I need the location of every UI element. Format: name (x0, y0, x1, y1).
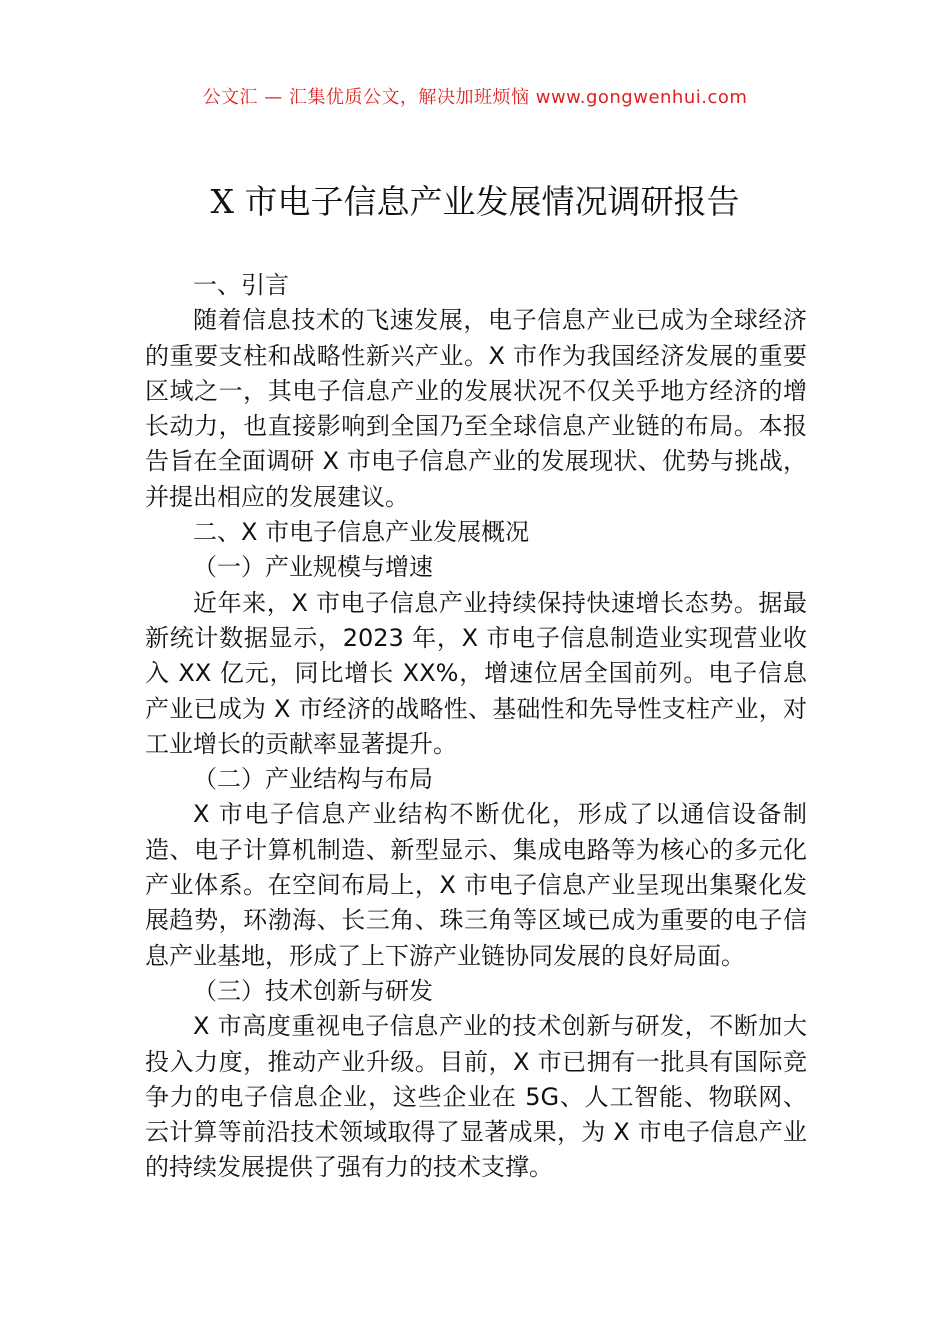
paragraph-intro: 随着信息技术的飞速发展，电子信息产业已成为全球经济的重要支柱和战略性新兴产业。X 市作为我国经济发展的重要区域之一，其电子信息产业的发展状况不仅关乎地方经济的增长动力，也直接影响到全国乃至全球信息产业链的布局。本报告旨在全面调研 X 市电子信息产业的发展现状、优势与挑战，并提出相应的发展建议。 (145, 306, 807, 511)
document-title: X 市电子信息产业发展情况调研报告 (210, 182, 740, 221)
paragraph-structure: X 市电子信息产业结构不断优化，形成了以通信设备制造、电子计算机制造、新型显示、集成电路等为核心的多元化产业体系。在空间布局上，X 市电子信息产业呈现出集聚化发展趋势，环渤海、长三角、珠三角等区域已成为重要的电子信息产业基地，形成了上下游产业链协同发展的良好局面。 (145, 800, 807, 970)
paragraph-innovation: X 市高度重视电子信息产业的技术创新与研发，不断加大投入力度，推动产业升级。目前，X 市已拥有一批具有国际竞争力的电子信息企业，这些企业在 5G、人工智能、物联网、云计算等前沿技术领域取得了显著成果，为 X 市电子信息产业的持续发展提供了强有力的技术支撑。 (145, 1012, 807, 1182)
subsection-heading-innovation: （三）技术创新与研发 (193, 976, 433, 1005)
paragraph-scale: 近年来，X 市电子信息产业持续保持快速增长态势。据最新统计数据显示，2023 年，X 市电子信息制造业实现营业收入 XX 亿元，同比增长 XX%，增速位居全国前列。电子信息产业已成为 X 市经济的战略性、基础性和先导性支柱产业，对工业增长的贡献率显著提升。 (145, 588, 807, 758)
section-heading-overview: 二、X 市电子信息产业发展概况 (193, 518, 530, 547)
section-heading-intro: 一、引言 (193, 271, 289, 299)
subsection-heading-structure: （二）产业结构与布局 (193, 765, 433, 794)
document-body (145, 268, 807, 1186)
subsection-heading-scale: （一）产业规模与增速 (193, 553, 433, 582)
header-banner: 公文汇 — 汇集优质公文，解决加班烦恼 www.gongwenhui.com (202, 87, 748, 108)
